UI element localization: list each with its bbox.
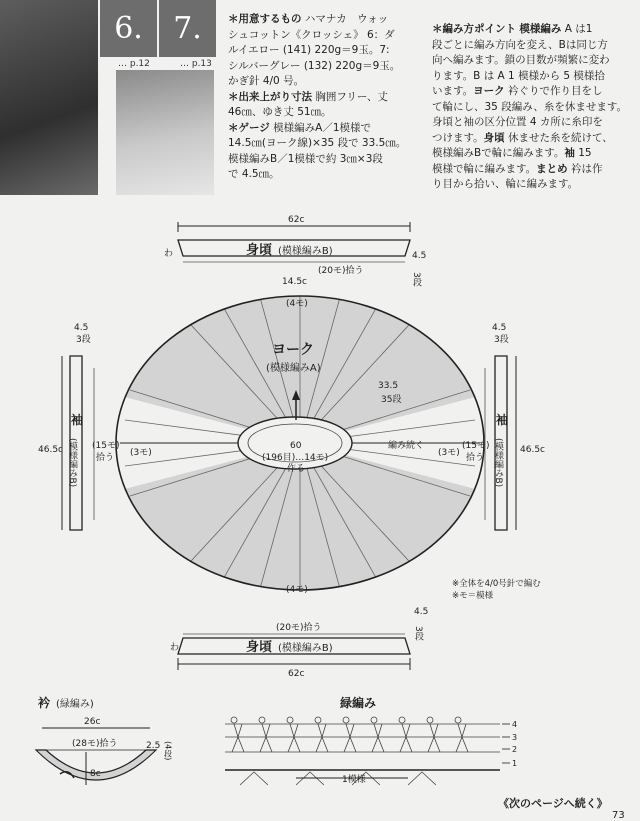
continue-label: 編み続く — [388, 441, 425, 451]
materials-text: ＊用意するもの ハマナカ ウォッ シュコットン《クロッシェ》 6：ダ ルイエロー (141) 220g＝9玉。7: シルバーグレー (132) 220g＝9玉。 かぎ針 4/0 号。 ＊出来上がり寸法 胸囲フリー、丈 46㎝、ゆき丈 51㎝。 ＊ゲージ 模様編みA／1模様で 14.5㎝(ヨーク線)×35 段で 33.5㎝。 模様編みB／1模様で約 3㎝×3段 で 4.5㎝。 — [228, 13, 407, 180]
yoke-title: ヨーク — [272, 342, 314, 358]
mo15-left: (15モ) — [92, 441, 120, 451]
center-chain: (196目)…14モ) — [262, 453, 329, 463]
edging-row-3: 3 — [512, 733, 518, 742]
center-60: 60 — [290, 441, 302, 451]
edge3dan-bottom-right: 3段 — [413, 626, 423, 641]
center-make: 作る — [287, 464, 306, 474]
collar-dan4: (4段) — [163, 741, 173, 761]
collar-sub: (緑編み) — [56, 699, 94, 710]
collar-w26: 26c — [84, 717, 101, 727]
edge45-top-right: 4.5 — [412, 251, 427, 261]
continue-next-page: 《次のページへ続く》 — [498, 797, 608, 810]
edge45-left: 4.5 — [74, 323, 89, 333]
sleeve-len-right: 46.5c — [520, 445, 545, 455]
pattern-number-6: 6. — [100, 0, 157, 57]
sleeve-title-right: 袖 — [496, 413, 509, 427]
r35dan-label: 35段 — [381, 395, 402, 405]
width-top-label: 62c — [288, 215, 305, 225]
body-title-top: 身頃 — [246, 243, 273, 258]
page-ref-6: … p.12 — [118, 59, 150, 69]
mo3-left: (3モ) — [130, 448, 152, 458]
sleeve-sub-left: (模様編みB) — [67, 438, 77, 488]
collar-d8: 8c — [90, 769, 101, 779]
model-photo-7 — [116, 70, 214, 195]
collar-diagram — [0, 690, 200, 800]
note-needle: ※全体を4/0号針で編む — [452, 579, 541, 589]
width-bottom-label: 62c — [288, 669, 305, 679]
sleeve-len-left: 46.5c — [38, 445, 63, 455]
wa-bottom: わ — [170, 643, 180, 653]
edging-title: 緑編み — [340, 696, 377, 710]
mo3-right: (3モ) — [438, 448, 460, 458]
pick20-bottom: (20モ)拾う — [276, 623, 322, 633]
instructions-text: ＊編み方ポイント 模様編み A は1 段ごとに編み方向を変え、Bは同じ方 向へ編みます。鎖の目数が頻繁に変わ ります。B は A 1 模様から 5 模様拾 います。ヨーク 衿ぐりで作り目をし て輪にし、35 段編み、糸を休ませます。 身頃と袖の区分位置 4 カ所に糸印を つけます。身頃 休ませた糸を続けて、 模様編みBで輪に編みます。袖 15 模様で輪に編みます。まとめ 衿は作 り目から拾い、輪に編みます。 — [432, 23, 627, 190]
body-sub-bottom: (模様編みB) — [278, 643, 333, 654]
collar-mo28: (28モ)拾う — [72, 739, 118, 749]
edge45-right: 4.5 — [492, 323, 507, 333]
r335-label: 33.5 — [378, 381, 399, 391]
edging-row-1: 1 — [512, 759, 518, 768]
edge3dan-top-right: 3段 — [411, 272, 421, 287]
collar-title: 衿 — [38, 696, 51, 710]
edge3dan-right: 3段 — [494, 335, 509, 345]
edging-row-2: 2 — [512, 745, 518, 754]
edging-one-rep: 1模様 — [342, 775, 366, 785]
mo4-top-label: (4モ) — [286, 299, 308, 309]
pick-left: 拾う — [96, 453, 115, 463]
page-ref-7: … p.13 — [180, 59, 212, 69]
edge45-bottom-right: 4.5 — [414, 607, 429, 617]
w145-label: 14.5c — [282, 277, 307, 287]
pick20-top: (20モ)拾う — [318, 266, 364, 276]
model-photo-6 — [0, 0, 98, 195]
collar-h25: 2.5 — [146, 741, 161, 751]
mo4-bottom-label: (4モ) — [286, 585, 308, 595]
pattern-number-7: 7. — [159, 0, 216, 57]
page-number: 73 — [612, 810, 625, 821]
wa-top: わ — [164, 249, 174, 259]
body-sub-top: (模様編みB) — [278, 246, 333, 257]
body-title-bottom: 身頃 — [246, 640, 273, 655]
edging-row-4: 4 — [512, 720, 518, 729]
mo15-right: (15モ) — [462, 441, 490, 451]
edge3dan-left: 3段 — [76, 335, 91, 345]
sleeve-title-left: 袖 — [71, 413, 84, 427]
sleeve-sub-right: (模様編みB) — [493, 438, 503, 488]
yoke-schematic — [0, 205, 640, 680]
edging-chart — [210, 690, 540, 800]
yoke-sub: (模様編みA) — [266, 363, 321, 374]
note-mo: ※モ＝模様 — [452, 591, 494, 601]
pick-right: 拾う — [466, 453, 485, 463]
